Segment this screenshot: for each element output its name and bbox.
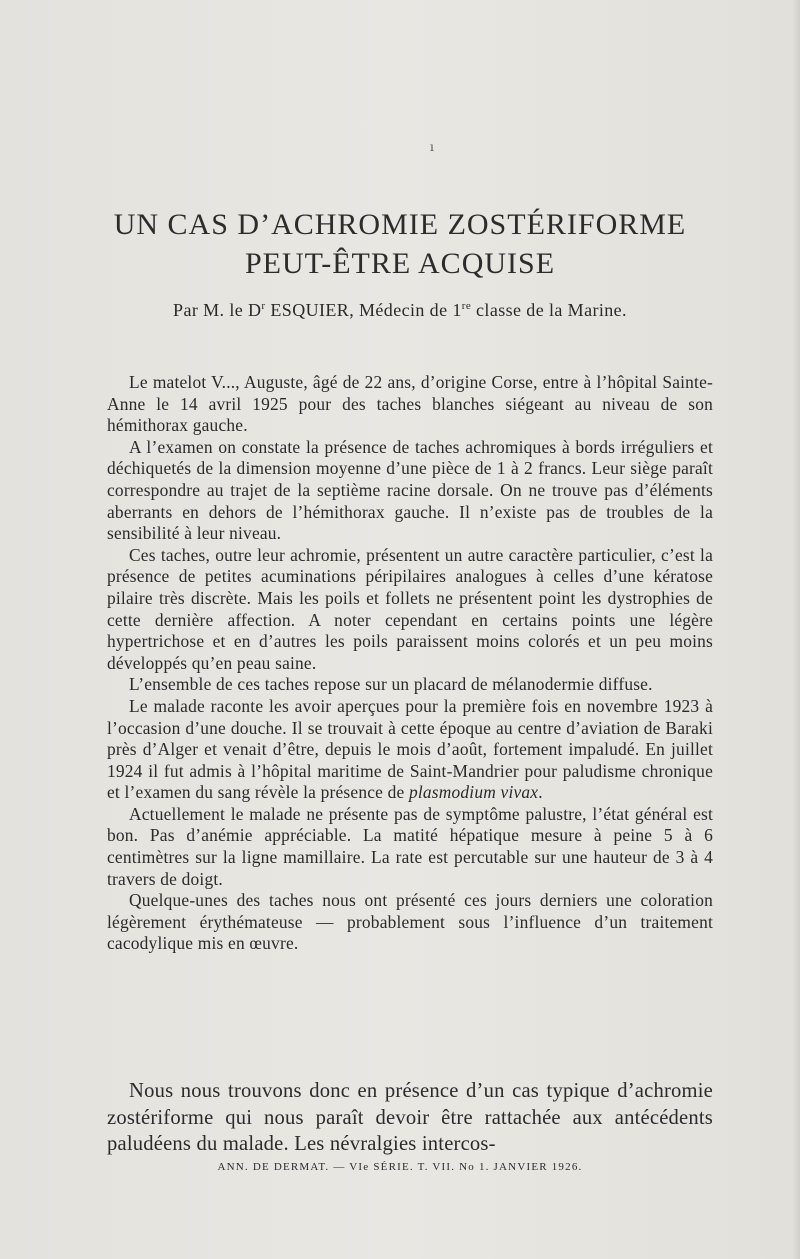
- paragraph-2: A l’examen on constate la présence de taches achromiques à bords irréguliers et déchiquetés de la dimension moyenne d’une pièce de 1 à 2 francs. Leur siège paraît correspondre au trajet de la septième racine dorsale. On ne trouve pas d’éléments aberrants en dehors de l’hémithorax gauche. Il n’existe pas de troubles de la sensibilité à leur niveau.: [107, 436, 713, 544]
- paragraph-4: L’ensemble de ces taches repose sur un placard de mélanodermie diffuse.: [129, 674, 653, 695]
- paragraph-3: Ces taches, outre leur achromie, présentent un autre caractère particulier, c’est la présence de petites acuminations péripilaires analogues à celles d’une kératose pilaire très discrète. Mais les poils et follets ne présentent point les dystrophies de cette dernière affection. A noter cependant en certains points une légère hypertrichose et en d’autres les poils paraissent moins colorés et un peu moins développés qu’en peau saine.: [107, 544, 713, 673]
- conclusion-paragraph: Nous nous trouvons donc en présence d’un cas typique d’achromie zostériforme qui nous paraît devoir être rattachée aux antécédents paludéens du malade. Les névralgies intercos-: [107, 1080, 713, 1155]
- paragraph-7: Quelque-unes des taches nous ont présenté ces jours derniers une coloration légèrement érythémateuse — probablement sous l’influence d’un traitement cacodylique mis en œuvre.: [107, 890, 713, 954]
- byline-mid: ESQUIER, Médecin de 1: [265, 300, 462, 320]
- article-body: [107, 372, 713, 955]
- byline-mid-sup: re: [461, 300, 472, 312]
- paragraph-5: [107, 696, 713, 804]
- article-title-line-1: UN CAS D’ACHROMIE ZOSTÉRIFORME: [113, 208, 687, 241]
- paragraph-6: Actuellement le malade ne présente pas de symptôme palustre, l’état général est bon. Pas d’anémie appréciable. La matité hépatique mesure à peine 5 à 6 centimètres sur la ligne mamillaire. La rate est percutable sur une hauteur de 3 à 4 travers de doigt.: [107, 803, 713, 889]
- paragraph-5-text: Le malade raconte les avoir aperçues pour la première fois en novembre 1923 à l’occasion d’une douche. Il se trouvait à cette époque au centre d’aviation de Baraki près d’Alger et venait d’être, depuis le mois d’août, fortement impaludé. En juillet 1924 il fut admis à l’hôpital maritime de Saint-Mandrier pour paludisme chronique et l’examen du sang révèle la présence de: [107, 695, 713, 803]
- byline-suffix: classe de la Marine.: [471, 300, 627, 320]
- journal-footer: ANN. DE DERMAT. — VIe SÉRIE. T. VII. No 1. JANVIER 1926.: [217, 1161, 583, 1173]
- page-edge-shadow: [792, 0, 800, 1259]
- byline-prefix: Par M. le D: [173, 300, 262, 320]
- print-speck: ı: [430, 140, 434, 154]
- article-title-line-2: PEUT-ÊTRE ACQUISE: [244, 247, 556, 280]
- paragraph-5-italic: plasmodium vivax: [408, 782, 539, 803]
- byline: [0, 300, 800, 321]
- paragraph-1: Le matelot V..., Auguste, âgé de 22 ans, d’origine Corse, entre à l’hôpital Sainte-Anne le 14 avril 1925 pour des taches blanches siégeant au niveau de son hémithorax gauche.: [107, 372, 713, 436]
- byline-prefix-sup: r: [261, 300, 266, 312]
- paragraph-5-after: .: [538, 782, 543, 803]
